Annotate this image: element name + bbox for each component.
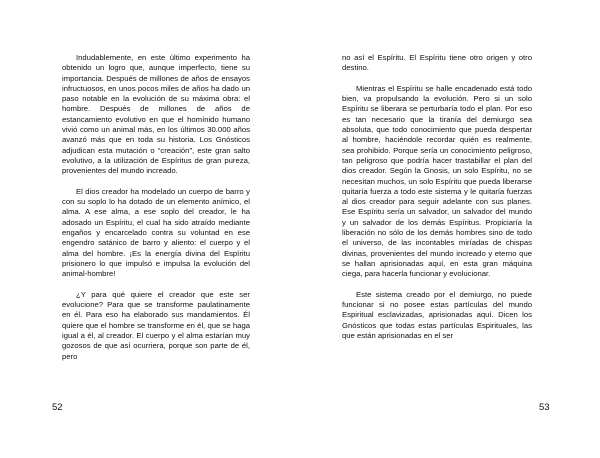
right-page	[300, 0, 600, 458]
paragraph: Indudablemente, en este último experimento ha obtenido un logro que, aunque imperfecto, tiene su importancia. Después de millones de años de ensayos infructuosos, en unos pocos miles de años ha dado un paso notable en la evolución de su máxima obra: el hombre. Después de millones de años de estancamiento evolutivo en que el homínido humano vivió como un animal más, en los últimos 30.000 años avanzó más que en toda su historia. Los Gnósticos adjudican esta mutación o “creación”, este gran salto evolutivo, a la utilización de Espíritus de gran pureza, provenientes del mundo increado.	[62, 53, 250, 176]
paragraph: no así el Espíritu. El Espíritu tiene otro origen y otro destino.	[342, 53, 532, 73]
paragraph: Este sistema creado por el demiurgo, no puede funcionar si no posee estas partículas del mundo Espiritual esclavizadas, aprisionadas aquí. Dicen los Gnósticos que todas estas partículas Espirituales, las que están aprisionadas en el ser	[342, 289, 532, 341]
right-page-text	[342, 53, 532, 352]
page-number: 53	[539, 402, 550, 413]
page-number: 52	[52, 402, 63, 413]
paragraph: ¿Y para qué quiere el creador que este ser evolucione? Para que se transforme paulatinamente en él. Para eso ha elaborado sus mandamientos. Él quiere que el hombre se transforme en él, que se haga igual a él, al creador. El cuerpo y el alma estarían muy gozosos de que así ocurriera, porque son parte de él, pero	[62, 289, 250, 361]
paragraph: El dios creador ha modelado un cuerpo de barro y con su soplo lo ha dotado de un elemento anímico, el alma. A ese alma, a ese soplo del creador, le ha adosado un Espíritu, el cual ha sido atraído mediante engaños y encarcelado contra su voluntad en ese engendro satánico de barro y aliento: el cuerpo y el alma del hombre. ¡Es la energía divina del Espíritu prisionero lo que impulsó e impulsa la evolución del animal-hombre!	[62, 186, 250, 279]
paragraph: Mientras el Espíritu se halle encadenado está todo bien, va propulsando la evolución. Pero si un solo Espíritu se liberara se perturbaría todo el plan. Por eso es tan necesario que la tiranía del demiurgo sea absoluta, que todo conocimiento que pueda despertar al hombre, haciéndole recordar quién es realmente, sea prohibido. Porque sería un conocimiento peligroso, tan peligroso que podría hacer trastabillar el plan del dios creador. Según la Gnosis, un solo Espíritu, no se necesitan muchos, un solo Espíritu que pueda liberarse quitaría fuerza a todo este sistema y le quitaría fuerzas al dios creador para seguir adelante con sus planes. Ese Espíritu sería un salvador, un salvador del mundo y un salvador de los demás Espíritus. Propiciaría la liberación no sólo de los demás hombres sino de todo el universo, de las incontables miríadas de chispas divinas, provenientes del mundo increado y eterno que se hallan aprisionadas aquí, en esta gran máquina ciega, para hacerla funcionar y evolucionar.	[342, 83, 532, 279]
left-page-text	[62, 53, 250, 372]
